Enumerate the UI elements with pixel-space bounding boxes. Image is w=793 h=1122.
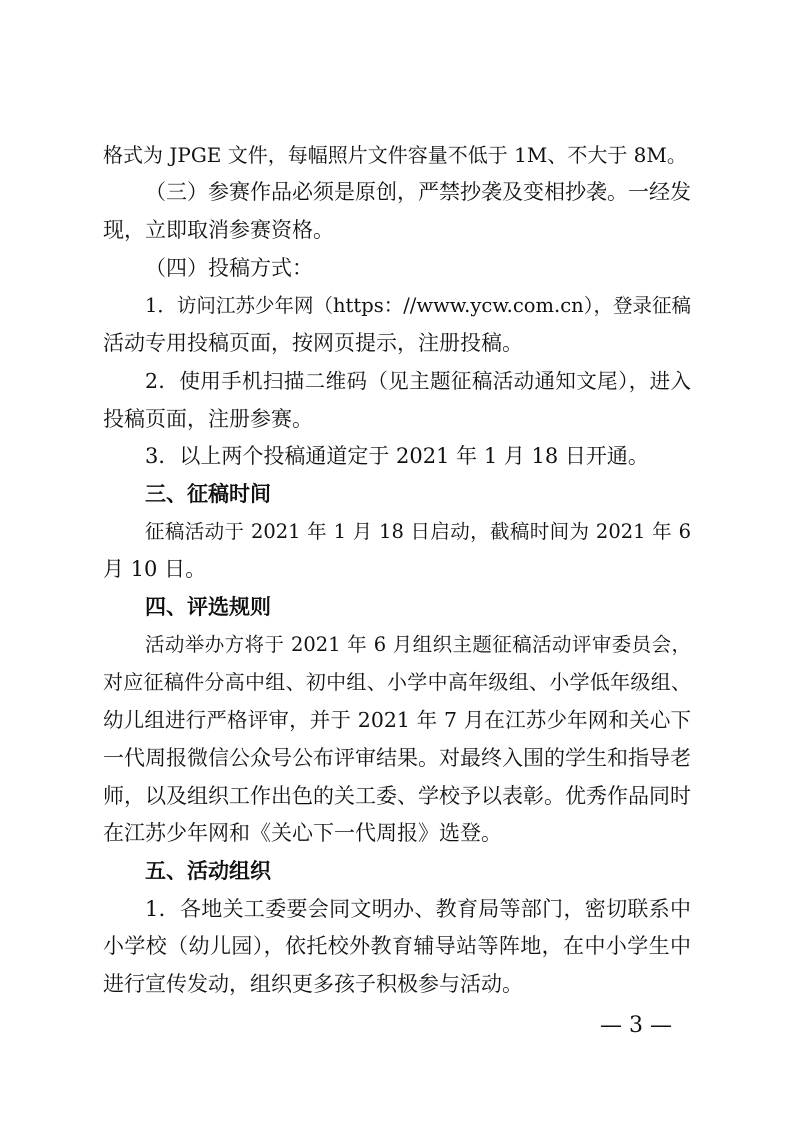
section-heading: 四、评选规则 <box>145 595 271 619</box>
paragraph-line: 现，立即取消参赛资格。 <box>103 218 334 242</box>
paragraph-line: 投稿页面，注册参赛。 <box>103 407 313 431</box>
paragraph-line: 幼儿组进行严格评审，并于 2021 年 7 月在江苏少年网和关心下 <box>103 708 691 732</box>
paragraph-line: 3．以上两个投稿通道定于 2021 年 1 月 18 日开通。 <box>145 444 649 468</box>
paragraph-line: 月 10 日。 <box>103 557 207 581</box>
paragraph-line: 小学校（幼儿园），依托校外教育辅导站等阵地，在中小学生中 <box>103 934 691 958</box>
paragraph-line: 2．使用手机扫描二维码（见主题征稿活动通知文尾），进入 <box>145 369 691 393</box>
paragraph-line: 对应征稿件分高中组、初中组、小学中高年级组、小学低年级组、 <box>103 670 691 694</box>
paragraph-line: 师，以及组织工作出色的关工委、学校予以表彰。优秀作品同时 <box>103 784 691 808</box>
page-number: — 3 — <box>600 1013 672 1038</box>
section-heading: 三、征稿时间 <box>145 482 271 506</box>
paragraph-line: 活动举办方将于 2021 年 6 月组织主题征稿活动评审委员会， <box>145 633 691 656</box>
paragraph-line: 1．访问江苏少年网（https：//www.ycw.com.cn），登录征稿 <box>145 294 691 317</box>
paragraph-line: 在江苏少年网和《关心下一代周报》选登。 <box>103 821 502 845</box>
paragraph-line: 格式为 JPGE 文件，每幅照片文件容量不低于 1M、不大于 8M。 <box>103 143 687 167</box>
paragraph-line: （三）参赛作品必须是原创，严禁抄袭及变相抄袭。一经发 <box>145 180 691 204</box>
paragraph-line: 1．各地关工委要会同文明办、教育局等部门，密切联系中 <box>145 897 691 921</box>
section-heading: 五、活动组织 <box>145 859 271 883</box>
paragraph-line: （四）投稿方式： <box>145 256 313 280</box>
paragraph-line: 进行宣传发动，组织更多孩子积极参与活动。 <box>103 972 523 996</box>
paragraph-line: 活动专用投稿页面，按网页提示，注册投稿。 <box>103 331 523 355</box>
paragraph-line: 一代周报微信公众号公布评审结果。对最终入围的学生和指导老 <box>103 746 691 770</box>
paragraph-line: 征稿活动于 2021 年 1 月 18 日启动，截稿时间为 2021 年 6 <box>145 520 691 543</box>
